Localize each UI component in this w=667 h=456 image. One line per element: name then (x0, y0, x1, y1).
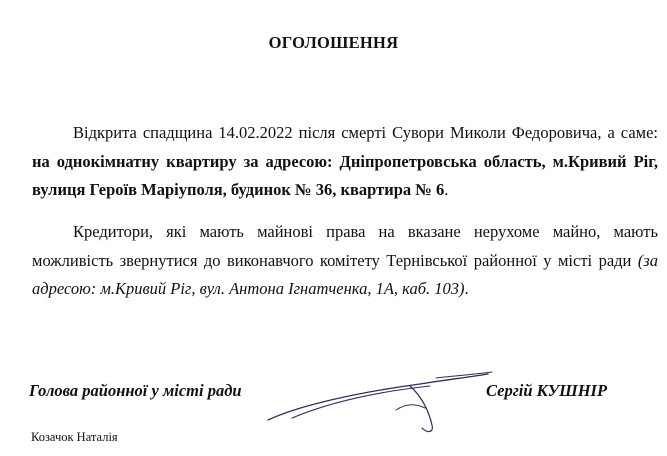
inheritance-text: Відкрита спадщина 14.02.2022 після смерті Сувори Миколи Федоровича, а саме: (73, 123, 658, 142)
paragraph-end: . (464, 279, 469, 298)
signatory-role: Голова районної у місті ради (29, 381, 242, 400)
document-title: ОГОЛОШЕННЯ (268, 33, 399, 52)
creditors-paragraph (32, 218, 658, 304)
signatory-name: Сергій КУШНІР (486, 381, 608, 400)
property-address-text: на однокімнатну квартиру за адресою: Дніпропетровська область, м.Кривий Ріг, вулиця Героїв Маріуполя, будинок № 36, квартира № 6 (32, 151, 658, 199)
creditors-text: Кредитори, які мають майнові права на вказане нерухоме майно, мають можливість звернутися до виконавчого комітету Тернівської районної у місті ради (32, 222, 658, 270)
executor-name: Козачок Наталія (31, 430, 118, 444)
office-address-text: (за адресою: м.Кривий Ріг, вул. Антона Ігнатченка, 1А, каб. 103) (32, 250, 658, 298)
inheritance-paragraph (32, 119, 658, 205)
paragraph-end: . (444, 180, 449, 199)
